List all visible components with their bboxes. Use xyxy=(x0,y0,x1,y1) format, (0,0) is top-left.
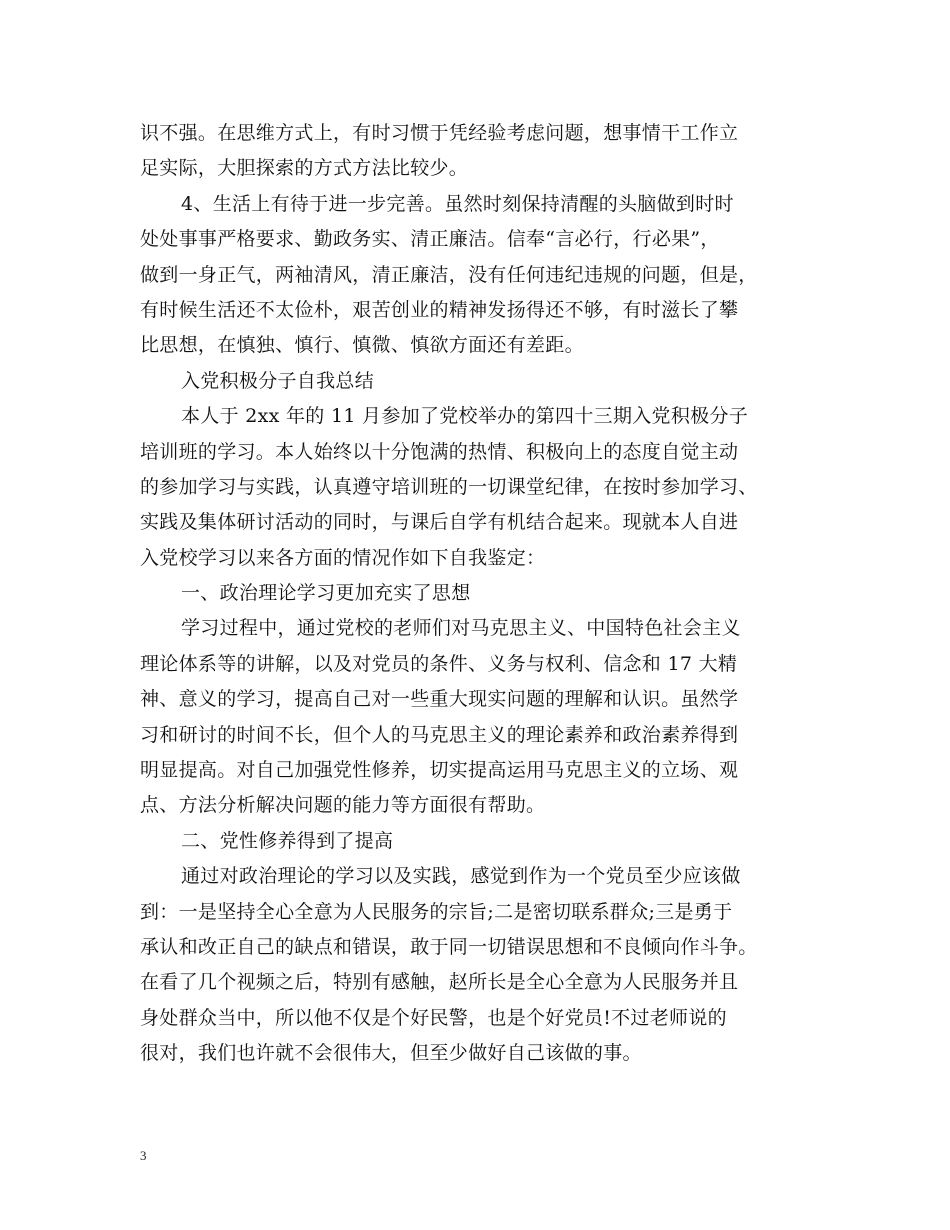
text-line: 有时候生活还不太俭朴，艰苦创业的精神发扬得还不够，有时滋长了攀 xyxy=(140,298,739,321)
text-line: 二、党性修养得到了提高 xyxy=(181,829,394,852)
text-line: 明显提高。对自己加强党性修养，切实提高运用马克思主义的立场、观 xyxy=(140,759,739,782)
text-line: 培训班的学习。本人始终以十分饱满的热情、积极向上的态度自觉主动 xyxy=(140,440,739,463)
text-line: 的参加学习与实践，认真遵守培训班的一切课堂纪律，在按时参加学习、 xyxy=(140,475,758,498)
text-line: 身处群众当中，所以他不仅是个好民警，也是个好党员!不过老师说的 xyxy=(140,1006,727,1029)
text-line: 4、生活上有待于进一步完善。虽然时刻保持清醒的头脑做到时时 xyxy=(181,192,734,215)
text-line: 承认和改正自己的缺点和错误，敢于同一切错误思想和不良倾向作斗争。 xyxy=(140,935,758,958)
text-line: 做到一身正气，两袖清风，清正廉洁，没有任何违纪违规的问题，但是， xyxy=(140,263,758,286)
text-line: 学习过程中，通过党校的老师们对马克思主义、中国特色社会主义 xyxy=(181,617,741,640)
text-line: 实践及集体研讨活动的同时，与课后自学有机结合起来。现就本人自进 xyxy=(140,511,739,534)
text-line: 很对，我们也许就不会很伟大，但至少做好自己该做的事。 xyxy=(140,1042,642,1065)
text-line: 比思想，在慎独、慎行、慎微、慎欲方面还有差距。 xyxy=(140,334,584,357)
text-line: 入党校学习以来各方面的情况作如下自我鉴定： xyxy=(140,546,546,569)
text-line: 到：一是坚持全心全意为人民服务的宗旨;二是密切联系群众;三是勇于 xyxy=(140,900,733,923)
page-number: 3 xyxy=(140,1148,147,1163)
text-line: 通过对政治理论的学习以及实践，感觉到作为一个党员至少应该做 xyxy=(181,865,741,888)
text-line: 足实际，大胆探索的方式方法比较少。 xyxy=(140,157,469,180)
text-line: 识不强。在思维方式上，有时习惯于凭经验考虑问题，想事情干工作立 xyxy=(140,122,739,144)
text-line: 理论体系等的讲解，以及对党员的条件、义务与权利、信念和 17 大精 xyxy=(140,652,738,675)
document-body xyxy=(140,116,830,1072)
text-line: 本人于 2xx 年的 11 月参加了党校举办的第四十三期入党积极分子 xyxy=(181,405,749,428)
text-line: 处处事事严格要求、勤政务实、清正廉洁。信奉“言必行，行必果”， xyxy=(140,228,720,251)
text-line: 习和研讨的时间不长，但个人的马克思主义的理论素养和政治素养得到 xyxy=(140,723,739,746)
text-line: 点、方法分析解决问题的能力等方面很有帮助。 xyxy=(140,794,546,817)
text-line: 入党积极分子自我总结 xyxy=(181,369,375,392)
text-line: 一、政治理论学习更加充实了思想 xyxy=(181,582,471,605)
text-line: 神、意义的学习，提高自己对一些重大现实问题的理解和认识。虽然学 xyxy=(140,688,739,711)
text-line: 在看了几个视频之后，特别有感触，赵所长是全心全意为人民服务并且 xyxy=(140,971,739,994)
